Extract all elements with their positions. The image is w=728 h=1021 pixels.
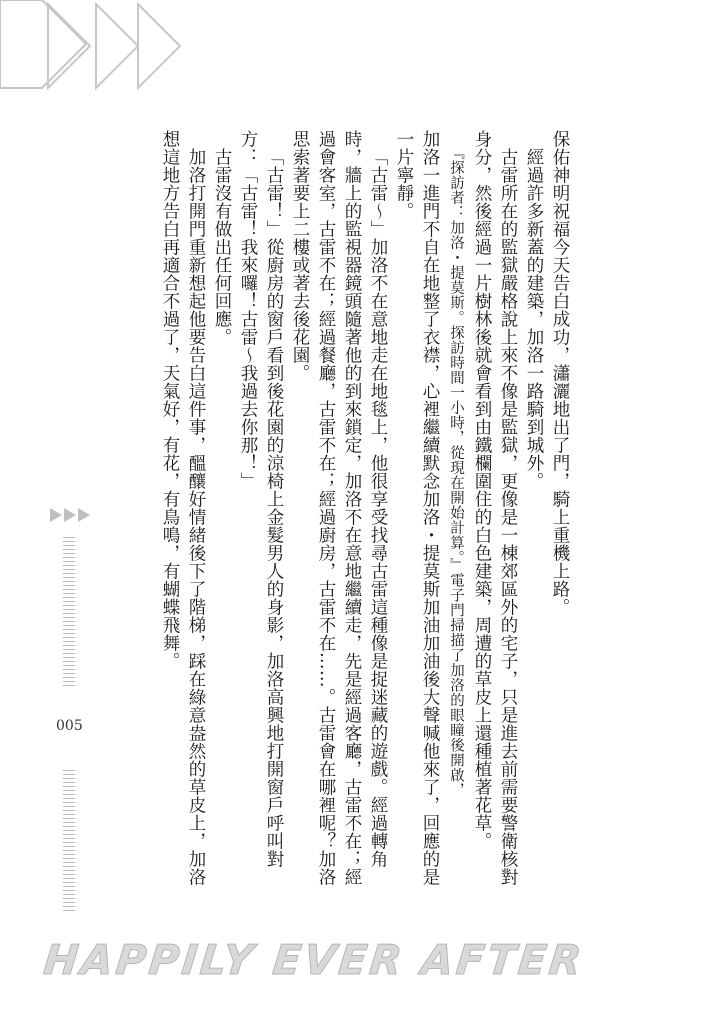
paragraph-9: 加洛打開門重新想起他要告白這件事，醞釀好情緒後下了階梯，踩在綠意盎然的草皮上，加洛想這地方告白再適合不過了，天氣好，有花，有鳥鳴，有蝴蝶飛舞。 [160,130,206,886]
corner-arrows-icon [0,0,200,96]
paragraph-1: 保佑神明祝福今天告白成功，瀟灑地出了門，騎上重機上路。 [550,130,570,616]
side-arrow-2 [64,508,76,522]
arrow-outline-4 [138,4,180,88]
page-number: 005 [56,718,83,734]
side-stripe-bottom [63,770,75,912]
arrow-outline-1 [0,0,86,88]
paragraph-3: 古雷所在的監獄嚴格說上來不像是監獄，更像是一棟郊區外的宅子，只是進去前需要警衛核對身分，然後經過一片樹林後就會看到由鐵欄圍住的白色建築，周遭的草皮上還種植著花草。 [472,130,518,886]
story-text [118,130,573,890]
footer-title: HAPPILY EVER AFTER [41,936,587,984]
paragraph-5: 加洛一進門不自在地整了衣襟，心裡繼續默念加洛・提莫斯加油加油後大聲喊他來了，回應的是一片寧靜。 [394,130,440,886]
side-arrow-3 [78,508,90,522]
paragraph-8: 古雷沒有做出任何回應。 [212,147,232,346]
paragraph-2: 經過許多新蓋的建築，加洛一路騎到城外。 [524,147,544,490]
paragraph-7: 「古雷！」從廚房的窗戶看到後花園的涼椅上金髮男人的身影，加洛高興地打開窗戶呼叫對方：「古雷！我來囉！古雷～我過去你那！」 [238,130,284,868]
paragraph-4: 『探訪者：加洛・提莫斯。探訪時間一小時，從現在開始計算。』電子門掃描了加洛的眼瞳後開啟， [448,144,464,798]
arrow-outline-3 [96,4,138,88]
side-stripe-top [63,537,75,689]
side-arrow-1 [50,508,62,522]
side-arrows-icon [50,508,90,522]
paragraph-6: 「古雷～」加洛不在意地走在地毯上，他很享受找尋古雷這種像是捉迷藏的遊戲。經過轉角時，牆上的監視器鏡頭隨著他的到來鎖定，加洛不在意地繼續走，先是經過客廳，古雷不在；經過會客室，古雷不在；經過餐廳，古雷不在；經過廚房，古雷不在……。古雷會在哪裡呢？加洛思索著要上二樓或著去後花園。 [290,130,388,886]
